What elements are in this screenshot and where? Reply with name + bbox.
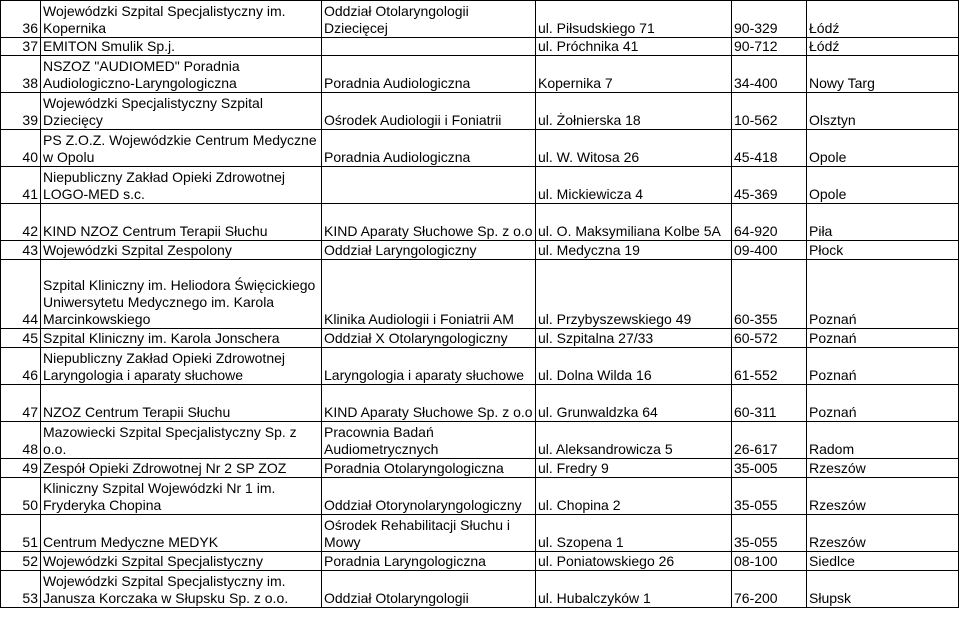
cell-nr: 38 bbox=[1, 56, 41, 93]
cell-zip: 09-400 bbox=[732, 241, 807, 260]
cell-zip: 76-200 bbox=[732, 571, 807, 608]
cell-zip: 64-920 bbox=[732, 204, 807, 241]
cell-city: Opole bbox=[807, 167, 959, 204]
cell-nr: 49 bbox=[1, 459, 41, 478]
cell-zip: 45-369 bbox=[732, 167, 807, 204]
table-row bbox=[1, 204, 959, 241]
cell-zip: 26-617 bbox=[732, 422, 807, 459]
cell-street: ul. Poniatowskiego 26 bbox=[536, 552, 732, 571]
cell-dept: Ośrodek Rehabilitacji Słuchu i Mowy bbox=[322, 515, 536, 552]
cell-nr: 37 bbox=[1, 38, 41, 56]
cell-zip: 35-005 bbox=[732, 459, 807, 478]
cell-name: Zespół Opieki Zdrowotnej Nr 2 SP ZOZ bbox=[41, 459, 322, 478]
cell-nr: 47 bbox=[1, 385, 41, 422]
cell-dept: Poradnia Audiologiczna bbox=[322, 56, 536, 93]
cell-city: Poznań bbox=[807, 260, 959, 329]
cell-name: Niepubliczny Zakład Opieki Zdrowotnej LOGO-MED s.c. bbox=[41, 167, 322, 204]
cell-street: ul. Próchnika 41 bbox=[536, 38, 732, 56]
table-row bbox=[1, 1, 959, 38]
cell-city: Siedlce bbox=[807, 552, 959, 571]
cell-zip: 60-355 bbox=[732, 260, 807, 329]
cell-dept: Poradnia Audiologiczna bbox=[322, 130, 536, 167]
cell-street: ul. Medyczna 19 bbox=[536, 241, 732, 260]
table-row bbox=[1, 478, 959, 515]
cell-nr: 46 bbox=[1, 348, 41, 385]
cell-street: ul. Hubalczyków 1 bbox=[536, 571, 732, 608]
cell-street: ul. Szopena 1 bbox=[536, 515, 732, 552]
cell-name: KIND NZOZ Centrum Terapii Słuchu bbox=[41, 204, 322, 241]
cell-nr: 40 bbox=[1, 130, 41, 167]
cell-street: ul. O. Maksymiliana Kolbe 5A bbox=[536, 204, 732, 241]
cell-name: Szpital Kliniczny im. Karola Jonschera bbox=[41, 329, 322, 348]
cell-street: ul. Dolna Wilda 16 bbox=[536, 348, 732, 385]
cell-city: Rzeszów bbox=[807, 478, 959, 515]
cell-dept: Oddział Laryngologiczny bbox=[322, 241, 536, 260]
cell-zip: 10-562 bbox=[732, 93, 807, 130]
cell-name: Mazowiecki Szpital Specjalistyczny Sp. z o.o. bbox=[41, 422, 322, 459]
cell-name: EMITON Smulik Sp.j. bbox=[41, 38, 322, 56]
table-row bbox=[1, 348, 959, 385]
cell-name: Wojewódzki Szpital Specjalistyczny bbox=[41, 552, 322, 571]
cell-name: Wojewódzki Szpital Specjalistyczny im. Kopernika bbox=[41, 1, 322, 38]
table-row bbox=[1, 56, 959, 93]
table-row bbox=[1, 93, 959, 130]
cell-dept: Poradnia Laryngologiczna bbox=[322, 552, 536, 571]
cell-city: Poznań bbox=[807, 385, 959, 422]
cell-name: Wojewódzki Szpital Zespolony bbox=[41, 241, 322, 260]
cell-city: Opole bbox=[807, 130, 959, 167]
cell-name: NZOZ Centrum Terapii Słuchu bbox=[41, 385, 322, 422]
cell-city: Rzeszów bbox=[807, 515, 959, 552]
cell-dept: Oddział Otolaryngologii bbox=[322, 571, 536, 608]
cell-city: Radom bbox=[807, 422, 959, 459]
cell-name: Wojewódzki Specjalistyczny Szpital Dziecięcy bbox=[41, 93, 322, 130]
cell-name: NSZOZ "AUDIOMED" Poradnia Audiologiczno-Laryngologiczna bbox=[41, 56, 322, 93]
cell-city: Słupsk bbox=[807, 571, 959, 608]
cell-dept: Ośrodek Audiologii i Foniatrii bbox=[322, 93, 536, 130]
cell-dept: KIND Aparaty Słuchowe Sp. z o.o bbox=[322, 204, 536, 241]
table-row bbox=[1, 459, 959, 478]
cell-nr: 42 bbox=[1, 204, 41, 241]
cell-name: Kliniczny Szpital Wojewódzki Nr 1 im. Fryderyka Chopina bbox=[41, 478, 322, 515]
cell-name: Szpital Kliniczny im. Heliodora Święcickiego Uniwersytetu Medycznego im. Karola Marcinkowskiego bbox=[41, 260, 322, 329]
cell-city: Nowy Targ bbox=[807, 56, 959, 93]
cell-dept bbox=[322, 167, 536, 204]
table-row bbox=[1, 552, 959, 571]
cell-nr: 48 bbox=[1, 422, 41, 459]
cell-zip: 60-572 bbox=[732, 329, 807, 348]
cell-dept: Oddział X Otolaryngologiczny bbox=[322, 329, 536, 348]
cell-street: ul. Grunwaldzka 64 bbox=[536, 385, 732, 422]
table-row bbox=[1, 130, 959, 167]
cell-street: ul. Chopina 2 bbox=[536, 478, 732, 515]
table-row bbox=[1, 241, 959, 260]
cell-zip: 60-311 bbox=[732, 385, 807, 422]
cell-city: Poznań bbox=[807, 348, 959, 385]
table-row bbox=[1, 422, 959, 459]
cell-dept: Poradnia Otolaryngologiczna bbox=[322, 459, 536, 478]
cell-street: ul. Piłsudskiego 71 bbox=[536, 1, 732, 38]
cell-nr: 43 bbox=[1, 241, 41, 260]
table-row bbox=[1, 515, 959, 552]
clinic-table-body bbox=[1, 1, 959, 608]
cell-dept: Oddział Otolaryngologii Dziecięcej bbox=[322, 1, 536, 38]
cell-nr: 52 bbox=[1, 552, 41, 571]
cell-name: Centrum Medyczne MEDYK bbox=[41, 515, 322, 552]
table-row bbox=[1, 260, 959, 329]
cell-dept: Klinika Audiologii i Foniatrii AM bbox=[322, 260, 536, 329]
cell-nr: 53 bbox=[1, 571, 41, 608]
cell-city: Łódź bbox=[807, 38, 959, 56]
cell-street: ul. W. Witosa 26 bbox=[536, 130, 732, 167]
table-row bbox=[1, 38, 959, 56]
cell-street: Kopernika 7 bbox=[536, 56, 732, 93]
cell-zip: 34-400 bbox=[732, 56, 807, 93]
cell-street: ul. Fredry 9 bbox=[536, 459, 732, 478]
cell-city: Łódź bbox=[807, 1, 959, 38]
cell-nr: 44 bbox=[1, 260, 41, 329]
cell-street: ul. Żołnierska 18 bbox=[536, 93, 732, 130]
cell-zip: 90-712 bbox=[732, 38, 807, 56]
cell-zip: 08-100 bbox=[732, 552, 807, 571]
cell-street: ul. Szpitalna 27/33 bbox=[536, 329, 732, 348]
table-row bbox=[1, 167, 959, 204]
cell-city: Płock bbox=[807, 241, 959, 260]
cell-nr: 36 bbox=[1, 1, 41, 38]
cell-street: ul. Przybyszewskiego 49 bbox=[536, 260, 732, 329]
cell-city: Piła bbox=[807, 204, 959, 241]
cell-name: Wojewódzki Szpital Specjalistyczny im. Janusza Korczaka w Słupsku Sp. z o.o. bbox=[41, 571, 322, 608]
cell-city: Olsztyn bbox=[807, 93, 959, 130]
cell-dept: Laryngologia i aparaty słuchowe bbox=[322, 348, 536, 385]
cell-zip: 35-055 bbox=[732, 515, 807, 552]
cell-nr: 39 bbox=[1, 93, 41, 130]
cell-name: Niepubliczny Zakład Opieki Zdrowotnej Laryngologia i aparaty słuchowe bbox=[41, 348, 322, 385]
cell-name: PS Z.O.Z. Wojewódzkie Centrum Medyczne w Opolu bbox=[41, 130, 322, 167]
cell-nr: 45 bbox=[1, 329, 41, 348]
cell-street: ul. Mickiewicza 4 bbox=[536, 167, 732, 204]
cell-dept bbox=[322, 38, 536, 56]
cell-dept: KIND Aparaty Słuchowe Sp. z o.o bbox=[322, 385, 536, 422]
cell-zip: 45-418 bbox=[732, 130, 807, 167]
cell-zip: 35-055 bbox=[732, 478, 807, 515]
cell-city: Poznań bbox=[807, 329, 959, 348]
cell-nr: 50 bbox=[1, 478, 41, 515]
cell-zip: 61-552 bbox=[732, 348, 807, 385]
cell-dept: Pracownia Badań Audiometrycznych bbox=[322, 422, 536, 459]
table-row bbox=[1, 571, 959, 608]
table-row bbox=[1, 385, 959, 422]
table-row bbox=[1, 329, 959, 348]
cell-zip: 90-329 bbox=[732, 1, 807, 38]
cell-nr: 51 bbox=[1, 515, 41, 552]
cell-city: Rzeszów bbox=[807, 459, 959, 478]
cell-dept: Oddział Otorynolaryngologiczny bbox=[322, 478, 536, 515]
cell-nr: 41 bbox=[1, 167, 41, 204]
cell-street: ul. Aleksandrowicza 5 bbox=[536, 422, 732, 459]
